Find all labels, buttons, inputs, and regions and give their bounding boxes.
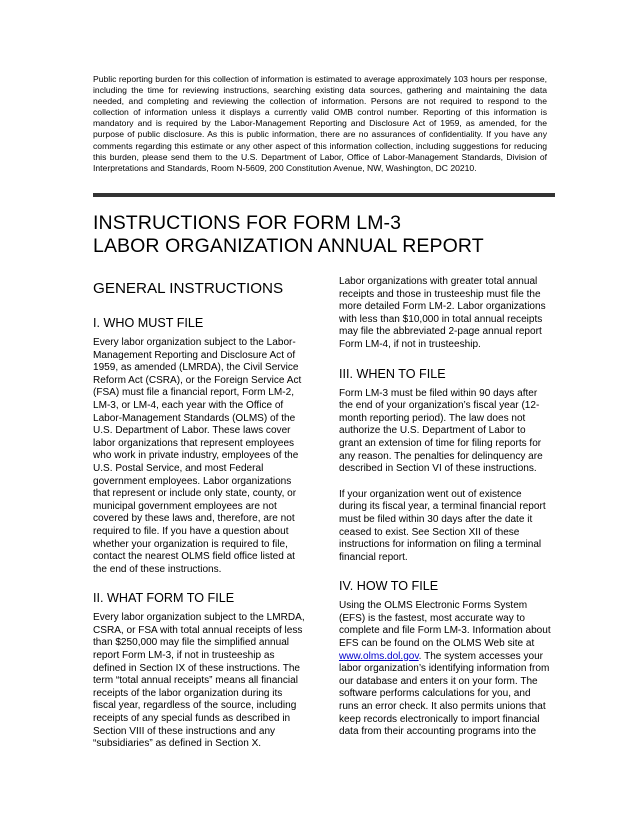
section-when-to-file-heading: III. WHEN TO FILE: [339, 366, 446, 381]
burden-statement: Public reporting burden for this collection of information is estimated to average approximately 103 hours per response, including the time for reviewing instructions, searching existing data sources, gathering and maintaining the data needed, and completing and reviewing the collection of information. Persons are not required to respond to the collection of information unless it displays a currently valid OMB control number. Reporting of this information is mandatory and is required by the Labor-Management Reporting and Disclosure Act of 1959, as amended, for the purpose of public disclosure. As this is public information, there are no assurances of confidentiality. If you have any comments regarding this estimate or any other aspect of this information collection, including suggestions for reducing this burden, please send them to the U.S. Department of Labor, Office of Labor-Management Standards, Division of Interpretations and Standards, Room N-5609, 200 Constitution Avenue, NW, Washington, DC 20210.: [93, 74, 547, 173]
right-column: [339, 276, 551, 753]
how-to-file-text-1: Using the OLMS Electronic Forms System (EFS) is the fastest, most accurate way to complete and file Form LM-3. Information about EFS can be found on the OLMS Web site at: [339, 600, 551, 650]
section-who-must-file-heading: I. WHO MUST FILE: [93, 316, 204, 330]
section-who-must-file-body: Every labor organization subject to the Labor-Management Reporting and Disclosure Act of 1959, as amended (LMRDA), the Civil Service Reform Act (CSRA), or the Foreign Service Act (FSA) must file a financial report, Form LM-2, LM-3, or LM-4, each year with the Office of Labor-Management Standards (OLMS) of the U.S. Department of Labor. These laws cover labor organizations that represent employees who work in private industry, employees of the U.S. Postal Service, and most Federal government employees. Labor organizations that represent or include only state, county, or municipal government employees are not covered by these laws and, therefore, are not required to file. If you have a question about whether your organization is required to file, contact the nearest OLMS field office listed at the end of these instructions.: [93, 337, 302, 575]
section-what-form-continued: Labor organizations with greater total annual receipts and those in trusteeship must file the more detailed Form LM-2. Labor organizations with less than $10,000 in total annual receipts may file the abbreviated 2-page annual report Form LM-4, if not in trusteeship.: [339, 276, 546, 350]
title-line-2: LABOR ORGANIZATION ANNUAL REPORT: [93, 234, 484, 257]
section-how-to-file-body: [339, 600, 551, 739]
section-when-to-file-body-1: Form LM-3 must be filed within 90 days after the end of your organization’s fiscal year (12-month reporting period). The law does not authorize the U.S. Department of Labor to grant an extension of time for filing reports for any reason. The penalties for delinquency are described in Section VI of these instructions.: [339, 387, 543, 475]
how-to-file-text-2: . The system accesses your labor organization’s identifying information from our database and enters it on your form. The software performs calculations for you, and runs an error check. It also permits unions that keep records electronically to import financial data from their accounting programs into the: [339, 650, 550, 738]
heading-divider: [93, 193, 555, 197]
page-title: [93, 212, 563, 257]
title-line-1: INSTRUCTIONS FOR FORM LM-3: [93, 212, 402, 234]
general-instructions-heading: GENERAL INSTRUCTIONS: [93, 280, 284, 297]
olms-website-link[interactable]: www.olms.dol.gov: [339, 650, 419, 662]
section-what-form-body: Every labor organization subject to the LMRDA, CSRA, or FSA with total annual receipts of less than $250,000 may file the simplified annual report Form LM-3, if not in trusteeship as defined in Section IX of these instructions. The term “total annual receipts” means all financial receipts of the labor organization during its fiscal year, regardless of the source, including receipts of any special funds as described in Section VIII of these instructions and any “subsidiaries” as defined in Section X.: [93, 612, 305, 750]
left-column: [93, 276, 305, 765]
section-what-form-heading: II. WHAT FORM TO FILE: [93, 591, 235, 606]
section-when-to-file-body-2: If your organization went out of existence during its fiscal year, a terminal financial report must be filed within 30 days after the date it ceased to exist. See Section XII of these instructions for information on filing a terminal financial report.: [339, 488, 546, 563]
section-how-to-file-heading: IV. HOW TO FILE: [339, 579, 439, 594]
